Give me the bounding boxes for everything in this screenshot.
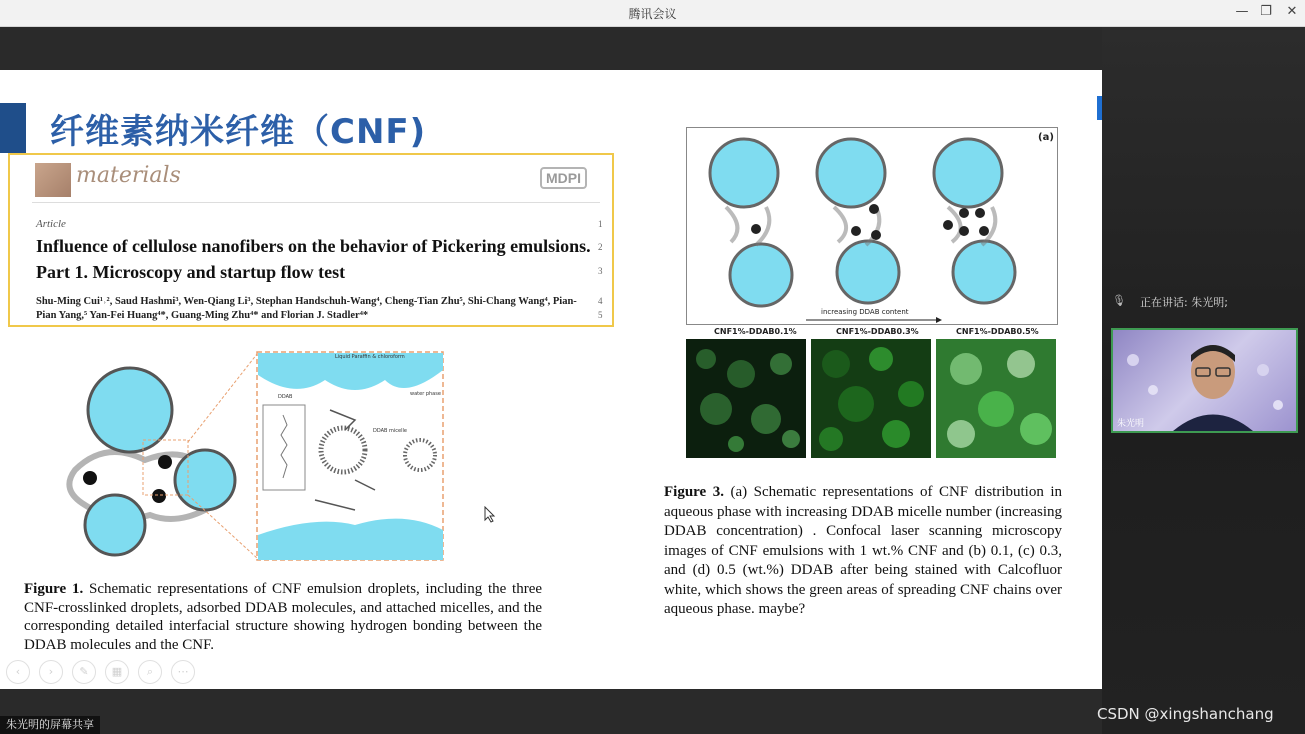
- confocal-image-c: [811, 339, 931, 458]
- confocal-image-d: [936, 339, 1056, 458]
- panel-label: (a): [1038, 132, 1054, 143]
- speaking-label: 正在讲话: 朱光明;: [1140, 296, 1228, 309]
- divider: [32, 202, 600, 203]
- close-button[interactable]: ✕: [1286, 4, 1298, 19]
- ddab-label: DDAB: [278, 394, 293, 400]
- mouse-cursor-icon: [484, 506, 496, 523]
- shared-slide: [0, 70, 1102, 689]
- article-label: Article: [36, 218, 66, 230]
- more-icon[interactable]: ⋯: [171, 660, 195, 684]
- participant-name: 朱光明: [1117, 419, 1145, 429]
- line-number: 1: [598, 219, 603, 229]
- arrow-label: increasing DDAB content: [821, 308, 909, 316]
- speaking-indicator: [1106, 292, 1301, 310]
- confocal-image-b: [686, 339, 806, 458]
- window-title: 腾讯会议: [628, 7, 677, 21]
- water-phase-label: water phase: [410, 391, 441, 397]
- share-area-top: [0, 27, 1102, 70]
- paper-authors: Shu-Ming Cui¹˒², Saud Hashmi³, Wen-Qiang Li³, Stephan Handschuh-Wang⁴, Cheng-Tian Zhu⁵, Shi-Chang Wang⁴, Pian-Pian Yang,⁵ Yan-Fei Huang⁴*, Guang-Ming Zhu⁴* and Florian J. Stadler⁴*: [36, 296, 577, 321]
- micro-label-b: CNF1%-DDAB0.1%: [714, 327, 797, 336]
- window-titlebar: [0, 0, 1305, 27]
- journal-name: materials: [76, 163, 181, 188]
- next-icon[interactable]: ›: [39, 660, 63, 684]
- line-number: 5: [598, 310, 603, 320]
- journal-logo-icon: [35, 163, 71, 197]
- participant-video[interactable]: [1111, 328, 1298, 433]
- figure3-caption: [664, 483, 1062, 620]
- micro-label-c: CNF1%-DDAB0.3%: [836, 327, 919, 336]
- paper-header-box: [8, 153, 614, 327]
- screen-share-label[interactable]: 朱光明的屏幕共享: [0, 716, 100, 734]
- restore-button[interactable]: ❐: [1260, 4, 1272, 19]
- zoom-icon[interactable]: ⌕: [138, 660, 162, 684]
- figure3-schematic: [686, 127, 1058, 325]
- csdn-watermark: CSDN @xingshanchang: [1097, 705, 1274, 723]
- microphone-icon: 🎙: [1112, 294, 1126, 307]
- liquid-phase-label: Liquid Paraffin & chloroform: [335, 354, 405, 360]
- figure3-caption-text: (a) Schematic representations of CNF distribution in aqueous phase with increasing DDAB micelle number (increasing DDAB concentration) . Confocal laser scanning microscopy images of CNF emulsions with 1 wt.% CNF and (b) 0.1, (c) 0.3, and (d) 0.5 (wt.%) DDAB after being stained with Calcofluor white, which shows the green areas of spreading CNF chains over aqueous phase. maybe?: [664, 484, 1063, 617]
- figure3-caption-lead: Figure 3.: [664, 484, 724, 500]
- prev-icon[interactable]: ‹: [6, 660, 30, 684]
- micro-labels: [686, 327, 1058, 339]
- figure1-caption: [24, 580, 542, 654]
- figure1-caption-text: Schematic representations of CNF emulsion droplets, including the three CNF-crosslinked droplets, adsorbed DDAB molecules, and attached micelles, and the corresponding detailed interfacial structure showing hydrogen bonding between the DDAB molecules and the CNF.: [24, 581, 543, 653]
- publisher-logo: MDPI: [540, 167, 587, 189]
- slide-toolbar: [6, 660, 195, 684]
- figure1-caption-lead: Figure 1.: [24, 581, 84, 597]
- line-number: 4: [598, 296, 603, 306]
- paper-title: Influence of cellulose nanofibers on the behavior of Pickering emulsions. Part 1. Microscopy and startup flow test: [36, 236, 591, 282]
- share-area-bottom: [0, 689, 1102, 734]
- figure1-schematic: [55, 350, 445, 562]
- line-number: 2: [598, 242, 603, 252]
- interfacial-detail-graphic: [257, 352, 443, 560]
- grid-icon[interactable]: ▦: [105, 660, 129, 684]
- micelle-label: DDAB micelle: [373, 428, 407, 434]
- slide-title: 纤维素纳米纤维（CNF): [50, 112, 427, 152]
- slide-accent-bar: [0, 103, 26, 153]
- line-number: 3: [598, 266, 603, 276]
- pen-icon[interactable]: ✎: [72, 660, 96, 684]
- emulsion-droplets-graphic: [69, 354, 257, 558]
- micro-label-d: CNF1%-DDAB0.5%: [956, 327, 1039, 336]
- minimize-button[interactable]: —: [1235, 4, 1249, 19]
